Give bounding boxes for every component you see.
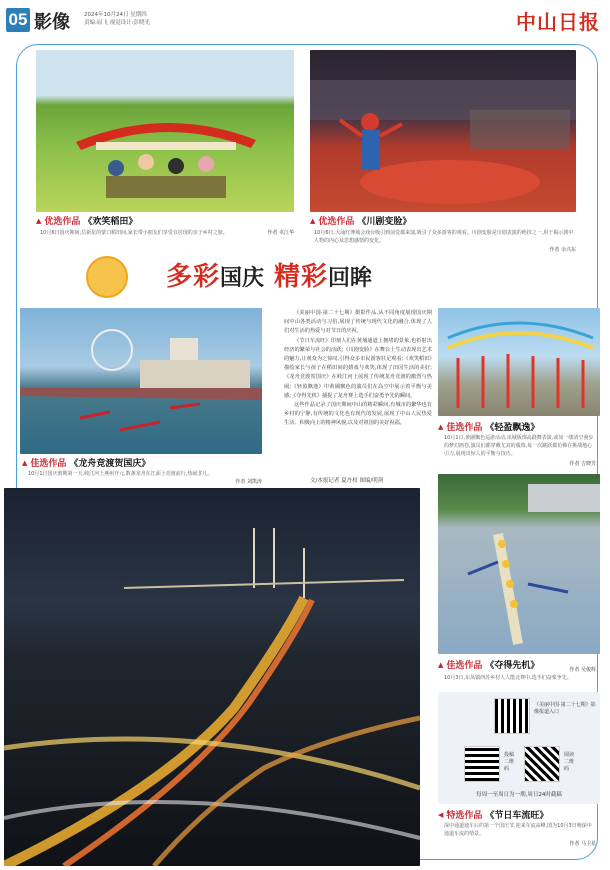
desc-p2: 10月6日,大涌红博城会戏台吸引到前觉都来演,吸引了众多游客的观看。川剧变脸是川剧表演的绝技之一,用于揭示剧中人物的内心及思想感情的变化。 (314, 230, 574, 244)
qr-code-top[interactable] (494, 698, 530, 734)
date-line: 2024年10月24日 星期四 (84, 12, 147, 18)
caption-p4: ▲ 佳选作品 《轻盈飘逸》 (438, 422, 540, 433)
page-number: 05 (6, 8, 30, 32)
header-meta (84, 11, 150, 27)
article-paragraph: 这些作品记录了国庆期间中山的精彩瞬间,有城市的繁华也有乡村的宁静,有传统的文化也有现代的发展,展现了中山人民热爱生活、积极向上的精神风貌,以及对祖国的美好祝福。 (284, 402, 432, 427)
qr-code-left[interactable] (464, 746, 500, 782)
qr-left-label: 投稿二维码 (504, 752, 515, 772)
article-body (284, 309, 432, 429)
qr-right-label: 阅读二维码 (564, 752, 575, 772)
caption-p1: ▲ 优选作品 《欢笑稻田》 (36, 216, 138, 227)
qr-panel (438, 692, 600, 804)
banner-title: 多彩 国庆 精彩 回眸 (166, 262, 373, 292)
opera-illustration (310, 50, 576, 212)
desc-p3: 10月1日国庆假期第一天,岐江河上燕州开元,数条龙舟在江面上竞渡前行,热闹非凡。 (28, 471, 213, 477)
photo-sichuan-opera (310, 50, 576, 212)
author-p4: 作者 吉晓芳 (569, 461, 596, 467)
desc-p4: 10月1日,黄圃飘色巡游活动,凤城板饰高跷舞表演,或如一缕清空漫步的梦幻画卷,演员们都穿戴尤其的服饰,每一次跳跃都仿佛在挑战地心引力,展现出惊人的平衡与技巧。 (444, 435, 594, 457)
photo-night-traffic (4, 488, 420, 866)
author-p6: 作者 马卫星 (569, 841, 596, 847)
triangle-icon: ▲ (310, 216, 316, 225)
traffic-illustration (4, 488, 420, 866)
desc-p6: 深中通道通车后的第一个国庆节,迎来车流高峰,图为10月3日晚深中通道车流的情景。 (444, 823, 592, 837)
photo-stilt-dancers (438, 308, 600, 416)
qr-code-right[interactable] (524, 746, 560, 782)
author-p5: 作者 吴俊辉 (569, 667, 596, 673)
stilt-illustration (438, 308, 600, 416)
banner-emblem (86, 256, 128, 298)
rice-field-illustration (36, 50, 294, 212)
photo-dragon-boat-river (20, 308, 262, 454)
editor-line: 责编:屈飞 视觉设计:彭晓光 (84, 20, 150, 26)
article-paragraph: 《节日车流旺》印刻人们在黄埔通道上拥堵的景象,也折射出经济的繁荣与社会的活跃;《川剧变脸》在舞台上生动表现出艺术的魅力,让观众为之惊叹,引得众多市民游客驻足观看;《欢笑稻田》描绘家长与孩子在稻田间的嬉戏与欢笑,体现了田园生活的美好;《龙舟竞渡贺国庆》在岐江河上展现了传统龙舟竞渡的激烈与热闹;《轻盈飘逸》中黄圃飘色的演员们在高空中展示着平衡与美感;《夺得先机》捕捉了龙舟赛上选手们奋勇争先的瞬间。 (284, 337, 432, 399)
newspaper-logo: 中山日报 (516, 10, 600, 34)
qr-top-label: 《美丽中国·第二十七期》影像报道入口 (534, 702, 596, 715)
caption-p3: ▲ 佳选作品 《龙舟竞渡贺国庆》 (22, 458, 151, 469)
triangle-icon: ◀ (438, 810, 444, 819)
caption-p5: ▲ 佳选作品 《夺得先机》 (438, 660, 540, 671)
author-p2: 作者 余兴东 (549, 247, 576, 253)
article-paragraph: 《美丽中国·第二十七期》摄影作品,从不同角度展现国庆期间中山各类活动与习俗,展现了传统与现代文化的融合,体现了人们对生活的热爱与对节日的庆祝。 (284, 310, 432, 335)
desc-p5: 10月3日,东凤镇西苏乡村人人能北赛中,选手们奋桨争先。 (444, 675, 572, 681)
photo-rice-field (36, 50, 294, 212)
photo-boat-race (438, 474, 600, 654)
author-p1: 作者 卓江华 (267, 230, 294, 236)
author-p3: 作者 刘凯涛 (235, 479, 262, 485)
caption-p2: ▲ 优选作品 《川剧变脸》 (310, 216, 412, 227)
triangle-icon: ▲ (22, 458, 28, 467)
triangle-icon: ▲ (438, 660, 444, 669)
article-credit: 文/本报记者 夏丹权 图编/明剑 (310, 478, 384, 484)
triangle-icon: ▲ (438, 422, 444, 431)
desc-p1: 10月6日国庆期间,岳新星的蒙口稻田间,家长带小朋友们享受宜居现的亲子乡村之旅。 (40, 230, 228, 236)
section-title: 影像 (34, 12, 70, 33)
river-illustration (20, 308, 262, 454)
qr-slogan: 每周一至周日为一期,周日24时截稿 (476, 792, 562, 798)
boat-race-illustration (438, 474, 600, 654)
caption-p6: ◀ 特选作品 《节日车流旺》 (438, 810, 549, 821)
triangle-icon: ▲ (36, 216, 42, 225)
